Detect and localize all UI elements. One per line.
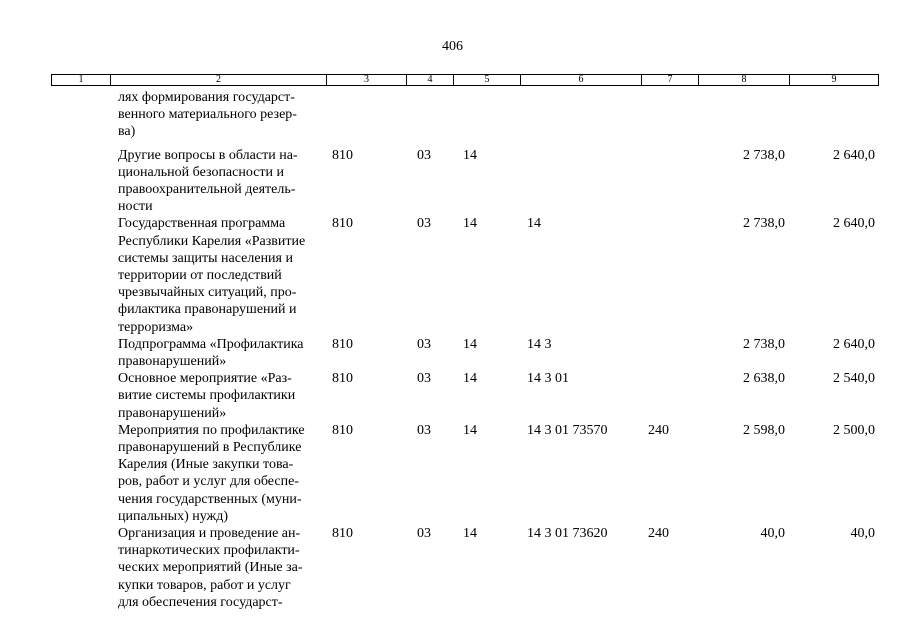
cell-rz: 03 — [417, 147, 431, 163]
cell-vr: 240 — [648, 526, 669, 542]
row-name-line: Основное мероприятие «Раз- — [118, 371, 292, 387]
row-name-line: лях формирования государст- — [118, 90, 295, 105]
row-name-line: правоохранительной деятель- — [118, 182, 296, 198]
row-name — [118, 215, 324, 335]
cell-csr: 14 3 01 73620 — [527, 526, 608, 542]
row-name-line: чрезвычайных ситуаций, про- — [118, 285, 297, 301]
cell-csr: 14 3 — [527, 336, 552, 352]
table-row — [0, 215, 905, 335]
row-name-line: витие системы профилактики — [118, 388, 296, 404]
row-name-line: Подпрограмма «Профилактика — [118, 336, 304, 352]
table-row — [0, 336, 905, 370]
cell-pr: 14 — [463, 147, 477, 163]
header-col-6: 6 — [520, 75, 641, 85]
cell-vr: 240 — [648, 422, 669, 438]
table-row — [0, 525, 905, 611]
cell-sum-1: 2 738,0 — [743, 336, 785, 352]
cell-sum-1: 2 598,0 — [743, 422, 785, 438]
cell-gr: 810 — [332, 336, 353, 352]
row-name-line: купки товаров, работ и услуг — [118, 577, 291, 593]
cell-rz: 03 — [417, 371, 431, 387]
row-name-line: ности — [118, 199, 153, 215]
row-name — [118, 370, 324, 422]
cell-rz: 03 — [417, 216, 431, 232]
cell-pr: 14 — [463, 216, 477, 232]
row-name-line: ческих мероприятий (Иные за- — [118, 560, 303, 576]
row-name-line: ципальных) нужд) — [118, 508, 229, 524]
cell-sum-1: 2 638,0 — [743, 371, 785, 387]
cell-sum-1: 2 738,0 — [743, 216, 785, 232]
row-name-line: Государственная программа — [118, 216, 286, 232]
row-name — [118, 89, 324, 141]
cell-rz: 03 — [417, 526, 431, 542]
row-name — [118, 336, 324, 370]
row-name-line: циональной безопасности и — [118, 164, 285, 180]
row-name-line: правонарушений» — [118, 354, 227, 370]
header-col-3: 3 — [326, 75, 406, 85]
cell-csr: 14 3 01 73570 — [527, 422, 608, 438]
table-row — [0, 422, 905, 525]
cell-sum-2: 40,0 — [850, 526, 875, 542]
row-name-line: чения государственных (муни- — [118, 491, 302, 507]
row-name-line: территории от последствий — [118, 268, 282, 284]
row-name-line: Организация и проведение ан- — [118, 526, 301, 542]
cell-csr: 14 — [527, 216, 541, 232]
header-col-7: 7 — [641, 75, 698, 85]
row-name-line: Мероприятия по профилактике — [118, 422, 305, 438]
row-name-line: Карелия (Иные закупки това- — [118, 457, 294, 473]
row-name-line: для обеспечения государст- — [118, 594, 283, 610]
row-name-line: филактика правонарушений и — [118, 302, 297, 318]
cell-gr: 810 — [332, 422, 353, 438]
cell-gr: 810 — [332, 526, 353, 542]
table-row — [0, 147, 905, 216]
cell-gr: 810 — [332, 147, 353, 163]
cell-pr: 14 — [463, 336, 477, 352]
cell-gr: 810 — [332, 371, 353, 387]
table-row — [0, 370, 905, 422]
row-name — [118, 422, 324, 525]
cell-pr: 14 — [463, 371, 477, 387]
header-col-5: 5 — [453, 75, 520, 85]
row-name-line: ва) — [118, 124, 136, 140]
row-name-line: правонарушений в Республике — [118, 440, 302, 456]
cell-sum-2: 2 540,0 — [833, 371, 875, 387]
row-name-line: терроризма» — [118, 319, 194, 335]
table-row — [0, 89, 905, 141]
header-col-8: 8 — [698, 75, 789, 85]
cell-sum-2: 2 640,0 — [833, 216, 875, 232]
row-name-line: Другие вопросы в области на- — [118, 147, 298, 163]
row-name-line: венного материального резер- — [118, 107, 297, 123]
header-col-4: 4 — [406, 75, 453, 85]
cell-gr: 810 — [332, 216, 353, 232]
cell-pr: 14 — [463, 422, 477, 438]
cell-csr: 14 3 01 — [527, 371, 569, 387]
row-name-line: системы защиты населения и — [118, 250, 293, 266]
header-col-2: 2 — [110, 75, 326, 85]
row-name-line: правонарушений» — [118, 405, 227, 421]
header-col-9: 9 — [789, 75, 878, 85]
header-col-1: 1 — [78, 74, 84, 85]
cell-sum-1: 40,0 — [760, 526, 785, 542]
row-name-line: ров, работ и услуг для обеспе- — [118, 474, 299, 490]
cell-sum-2: 2 500,0 — [833, 422, 875, 438]
cell-sum-2: 2 640,0 — [833, 336, 875, 352]
row-name-line: тинаркотических профилакти- — [118, 543, 300, 559]
page-number: 406 — [442, 39, 463, 54]
row-name — [118, 147, 324, 216]
cell-sum-2: 2 640,0 — [833, 147, 875, 163]
table-header — [51, 74, 879, 86]
cell-pr: 14 — [463, 526, 477, 542]
cell-sum-1: 2 738,0 — [743, 147, 785, 163]
table-body — [0, 89, 905, 611]
row-name — [118, 525, 324, 611]
cell-rz: 03 — [417, 336, 431, 352]
row-name-line: Республики Карелия «Развитие — [118, 233, 306, 249]
cell-rz: 03 — [417, 422, 431, 438]
